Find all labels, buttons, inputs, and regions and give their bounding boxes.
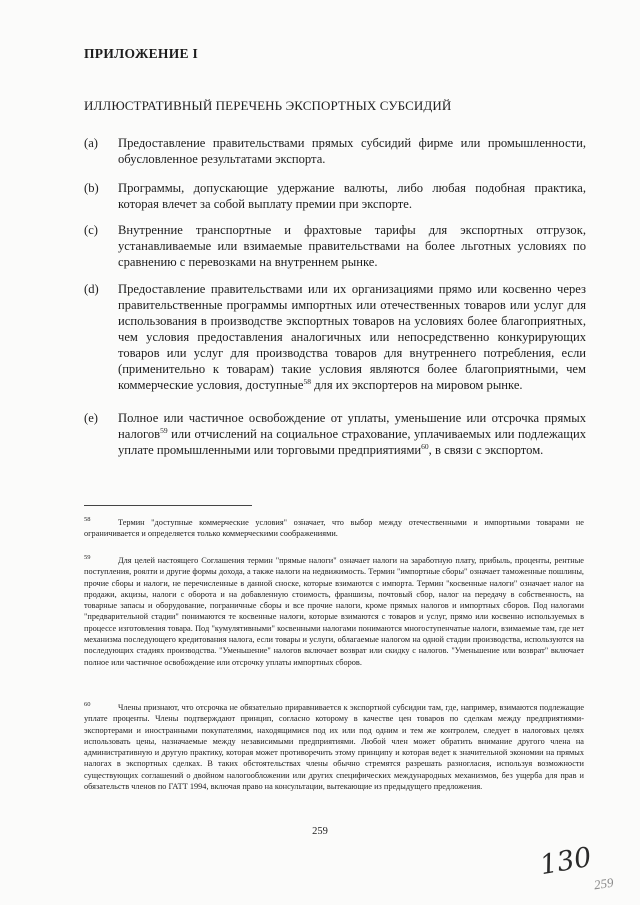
list-item-b (84, 180, 586, 212)
item-label: (a) (84, 136, 98, 150)
item-text-part: для их экспортеров на мировом рынке. (311, 378, 523, 392)
item-text (118, 281, 586, 393)
annex-title: ПРИЛОЖЕНИЕ I (84, 46, 199, 61)
footnote-number: 60 (84, 701, 91, 708)
item-text-part: , в связи с экспортом. (428, 443, 544, 457)
footnote-58 (84, 517, 584, 540)
item-label: (e) (84, 411, 98, 425)
item-label: (b) (84, 181, 99, 195)
footnote-text: Для целей настоящего Соглашения термин "прямые налоги" означает налоги на заработную плату, прибыль, проценты, рентные поступления, роялти и другие формы дохода, а также налоги на недвижимость. Термин "импортные сборы" означает таможенные пошлины, прочие сборы и налоги, не перечисленные в данной сноске, которые взимаются с импорта. Термин "косвенные налоги" означает налог на продажи, акцизы, налоги с оборота и на добавленную стоимость, франшизы, почтовый сбор, налог на передачу в собственность, на товарные запасы и оборудование, пограничные сборы и все прочие налоги, кроме прямых налогов и импортных сборов. Под налогами "предварительной стадии" понимаются те косвенные налоги, которые взимаются с товаров и услуг, прямо или косвенно используемых в процессе изготовления товара. Под "кумулятивными" косвенными налогами понимаются многоступенчатые налоги, взимаемые там, где нет механизма последующего кредитования налога, если товары и услуги, облагаемые налогом на одной стадии производства, используются на последующих стадиях производства. "Уменьшение" налогов включает возврат или скидку с налогов. "Уменьшение или возврат" включает полное или частичное освобождение или отсрочку уплаты импортных сборов. (84, 556, 584, 667)
item-label: (c) (84, 223, 98, 237)
item-text (118, 410, 586, 458)
footnote-ref-60[interactable]: 60 (421, 442, 429, 451)
list-item-e (84, 410, 586, 458)
footnote-ref-58[interactable]: 58 (303, 377, 311, 386)
item-text: Внутренние транспортные и фрахтовые тарифы для экспортных отгрузок, устанавливаемые или взимаемые правительствами на более льготных условиях по сравнению с перевозками на внутреннем рынке. (118, 223, 586, 269)
footnote-number: 59 (84, 554, 91, 561)
list-item-c (84, 222, 586, 270)
item-text-part: Предоставление правительствами или их организациями прямо или косвенно через правительственные программы импортных или отечественных товаров или услуг для использования в производстве экспортных товаров на условиях более благоприятных, чем условия предоставления аналогичных или непосредственно конкурирующих товаров или услуг для производства товаров для внутреннего потребления, если (применительно к товарам) такие условия являются более благоприятными, чем коммерческие условия, доступные (118, 282, 586, 392)
handwritten-page-number: 130 (537, 841, 594, 882)
footnote-number: 58 (84, 516, 91, 523)
section-heading: ИЛЛЮСТРАТИВНЫЙ ПЕРЕЧЕНЬ ЭКСПОРТНЫХ СУБСИДИЙ (84, 98, 452, 113)
item-text-part: или отчислений на социальное страхование, уплачиваемых или подлежащих уплате промышленными или торговыми предприятиями (118, 427, 586, 457)
footnote-60 (84, 702, 584, 792)
footnote-ref-59[interactable]: 59 (160, 426, 168, 435)
footnote-text: Члены признают, что отсрочка не обязательно приравнивается к экспортной субсидии там, где, например, взимаются подлежащие уплате проценты. Члены подтверждают принцип, согласно которому в качестве цен товаров по сделкам между предприятиями-экспортерами и иностранными покупателями, находящимися под их или под одним и тем же контролем, следует в налоговых целях использовать цены, назначаемые между независимыми предприятиями. Любой член может обратить внимание другого члена на административную и другую практику, которая может противоречить этому принципу и которая ведет к значительной экономии на прямых налогах в экспортных сделках. В таких обстоятельствах члены обычно стремятся разрешать разногласия, используя возможности существующих соглашений о двойном налогообложении или других специфических международных механизмов, без ущерба для прав и обязательств членов по ГАТТ 1994, включая право на консультации, вытекающие из предыдущего предложения. (84, 703, 584, 792)
page-number: 259 (312, 826, 328, 837)
stamped-page-number: 259 (592, 874, 615, 893)
footnote-divider (84, 505, 252, 506)
item-text: Программы, допускающие удержание валюты, либо любая подобная практика, которая влечет за собой выплату премии при экспорте. (118, 181, 586, 211)
list-item-a (84, 135, 586, 167)
item-text: Предоставление правительствами прямых субсидий фирме или промышленности, обусловленное результатами экспорта. (118, 136, 586, 166)
list-item-d (84, 281, 586, 393)
footnote-59 (84, 555, 584, 668)
footnote-text: Термин "доступные коммерческие условия" означает, что выбор между отечественными и импортными товарами не ограничивается и определяется только коммерческими соображениями. (84, 518, 584, 539)
item-label: (d) (84, 282, 99, 296)
item-text-part: Полное или частичное освобождение от уплаты, уменьшение или отсрочка прямых налогов (118, 411, 586, 441)
